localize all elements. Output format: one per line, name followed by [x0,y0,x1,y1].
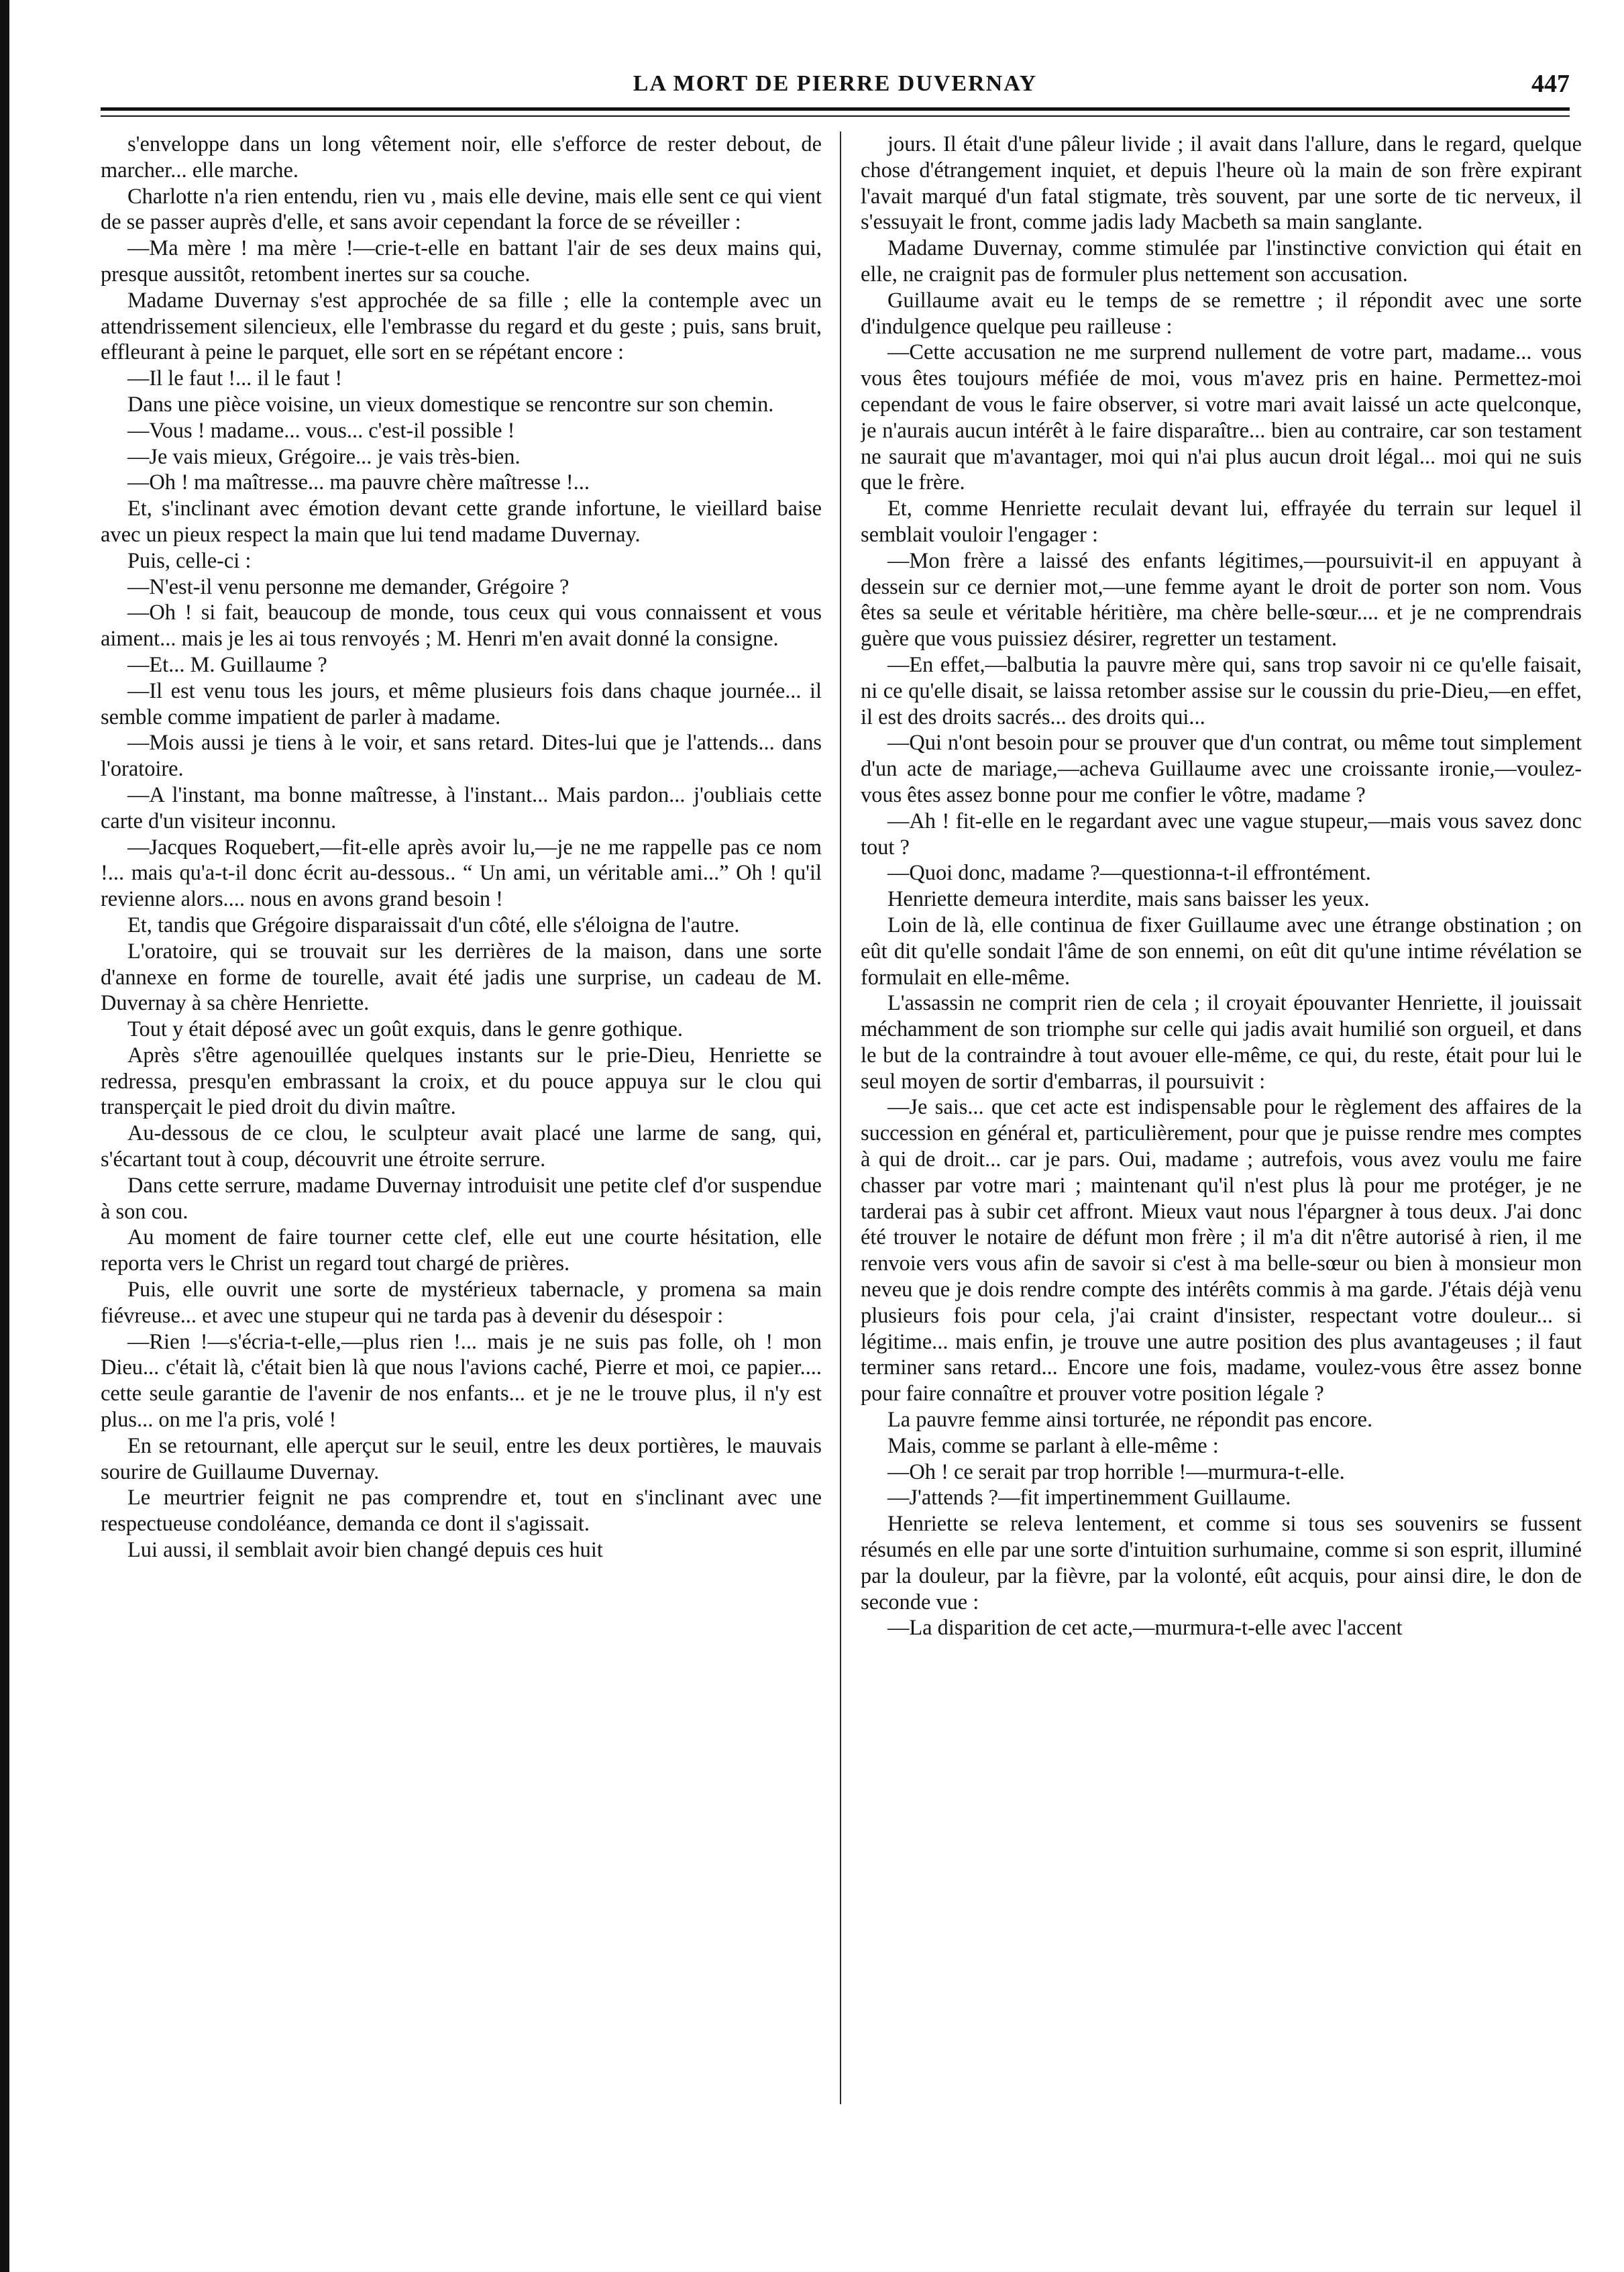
running-title: LA MORT DE PIERRE DUVERNAY [633,71,1038,96]
paragraph: —En effet,—balbutia la pauvre mère qui, sans trop savoir ni ce qu'elle faisait, ni ce qu'elle disait, se laissa retomber assise sur le coussin du prie-Dieu,—en effet, il est des droits sacrés... des droits qui... [861,652,1582,729]
paragraph: —Cette accusation ne me surprend nullement de votre part, madame... vous vous êtes toujours méfiée de moi, vous m'avez pris en haine. Permettez-moi cependant de vous le faire observer, si votre mari avait laissé un acte quelconque, je n'aurais aucun intérêt à le faire disparaître... bien au contraire, car son testament ne saurait que m'avantager, moi qui n'ai plus aucun droit légal... moi qui ne suis que le frère. [861,340,1582,495]
paragraph: —Je sais... que cet acte est indispensable pour le règlement des affaires de la succession en général et, particulièrement, pour que je puisse rendre mes comptes à qui de droit... car je pars. Oui, madame ; autrefois, vous avez voulu me faire chasser par votre mari ; maintenant qu'il n'est plus là pour me protéger, je ne tarderai pas à subir cet affront. Mieux vaut nous l'épargner à tous deux. J'ai donc été trouver le notaire de défunt mon frère ; il m'a dit n'être autorisé à rien, il me renvoie vers vous afin de savoir si c'est à ma belle-sœur ou bien à monsieur mon neveu que je dois rendre compte des intérêts commis à ma garde. J'étais déjà venu plusieurs fois pour cela, j'ai craint d'insister, respectant votre douleur... si légitime... mais enfin, je trouve une autre position des plus avantageuses ; il faut terminer sans retard... Encore une fois, madame, voulez-vous être assez bonne pour faire connaître et prouver votre position légale ? [861,1095,1582,1406]
paragraph: Puis, celle-ci : [127,548,252,573]
paragraph: Et, tandis que Grégoire disparaissait d'un côté, elle s'éloigna de l'autre. [127,913,740,937]
paragraph: Madame Duvernay, comme stimulée par l'instinctive conviction qui était en elle, ne craignit pas de formuler plus nettement son accusation. [861,236,1582,287]
left-column [101,132,822,2145]
paragraph: Tout y était déposé avec un goût exquis, dans le genre gothique. [127,1017,683,1042]
paragraph: Lui aussi, il semblait avoir bien changé depuis ces huit [127,1538,603,1563]
paragraph: Puis, elle ouvrit une sorte de mystérieux tabernacle, y promena sa main fiévreuse... et avec une stupeur qui ne tarda pas à devenir du désespoir : [101,1278,822,1328]
paragraph: —Qui n'ont besoin pour se prouver que d'un contrat, ou même tout simplement d'un acte de mariage,—acheva Guillaume avec une croissante ironie,—voulez-vous êtes assez bonne pour me confier le vôtre, madame ? [861,731,1582,807]
paragraph: Dans cette serrure, madame Duvernay introduisit une petite clef d'or suspendue à son cou. [101,1173,822,1224]
paragraph: —Rien !—s'écria-t-elle,—plus rien !... mais je ne suis pas folle, oh ! mon Dieu... c'était là, c'était bien là que nous l'avions caché, Pierre et moi, ce papier.... cette seule garantie de l'avenir de nos enfants... et je ne le trouve plus, il n'y est plus... on me l'a pris, volé ! [101,1329,822,1433]
paragraph: Dans une pièce voisine, un vieux domestique se rencontre sur son chemin. [127,392,774,417]
paragraph: —A l'instant, ma bonne maîtresse, à l'instant... Mais pardon... j'oubliais cette carte d'un visiteur inconnu. [101,782,822,833]
header-rule-thin [101,115,1570,117]
paragraph: Loin de là, elle continua de fixer Guillaume avec une étrange obstination ; on eût dit qu'elle sondait l'âme de son ennemi, on eût dit qu'une intime révélation se formulait en elle-même. [861,913,1582,990]
paragraph: L'assassin ne comprit rien de cela ; il croyait épouvanter Henriette, il jouissait méchamment de son triomphe sur celle qui jadis avait humilié son orgueil, et dans le but de la contraindre à tout avouer elle-même, ce qui, du reste, était pour lui le seul moyen de sortir d'embarras, il poursuivit : [861,991,1582,1094]
paragraph: Mais, comme se parlant à elle-même : [887,1433,1219,1458]
paragraph: Et, s'inclinant avec émotion devant cette grande infortune, le vieillard baise avec un pieux respect la main que lui tend madame Duvernay. [101,497,822,547]
paragraph: La pauvre femme ainsi torturée, ne répondit pas encore. [887,1408,1373,1433]
paragraph: —N'est-il venu personne me demander, Grégoire ? [127,574,570,599]
paragraph: —Je vais mieux, Grégoire... je vais très-bien. [127,444,521,469]
paragraph: —Vous ! madame... vous... c'est-il possible ! [127,418,515,443]
paragraph: —Il le faut !... il le faut ! [127,366,343,391]
paragraph: Et, comme Henriette reculait devant lui, effrayée du terrain sur lequel il semblait vouloir l'engager : [861,497,1582,547]
paragraph: jours. Il était d'une pâleur livide ; il avait dans l'allure, dans le regard, quelque chose d'étrangement inquiet, et depuis l'heure où la main de son frère expirant l'avait marqué d'un fatal stigmate, très souvent, par une sorte de tic nerveux, il s'essuyait le front, comme jadis lady Macbeth sa main sanglante. [861,132,1582,235]
paragraph: Henriette se releva lentement, et comme si tous ses souvenirs se fussent résumés en elle par une sorte d'intuition surhumaine, comme si son esprit, illuminé par la douleur, par la fièvre, par la volonté, eût acquis, pour ainsi dire, le don de seconde vue : [861,1512,1582,1614]
paragraph: Madame Duvernay s'est approchée de sa fille ; elle la contemple avec un attendrissement silencieux, elle l'embrasse du regard et du geste ; puis, sans bruit, effleurant à peine le parquet, elle sort en se répétant encore : [101,288,822,365]
paragraph: —Et... M. Guillaume ? [127,652,327,677]
paragraph: Au moment de faire tourner cette clef, elle eut une courte hésitation, elle reporta vers le Christ un regard tout chargé de prières. [101,1225,822,1276]
paragraph: —Ma mère ! ma mère !—crie-t-elle en battant l'air de ses deux mains qui, presque aussitôt, retombent inertes sur sa couche. [101,236,822,287]
paragraph: —Ah ! fit-elle en le regardant avec une vague stupeur,—mais vous savez donc tout ? [861,809,1582,860]
paragraph: En se retournant, elle aperçut sur le seuil, entre les deux portières, le mauvais sourire de Guillaume Duvernay. [101,1433,822,1484]
paragraph: Le meurtrier feignit ne pas comprendre et, tout en s'inclinant avec une respectueuse condoléance, demanda ce dont il s'agissait. [101,1486,822,1537]
paragraph: —Quoi donc, madame ?—questionna-t-il effrontément. [887,861,1371,886]
page-header [101,67,1570,107]
paragraph: Après s'être agenouillée quelques instants sur le prie-Dieu, Henriette se redressa, presqu'en embrassant la croix, et du pouce appuya sur le clou qui transperçait le pied droit du divin maître. [101,1043,822,1120]
right-column [861,132,1582,2145]
paragraph: —Oh ! si fait, beaucoup de monde, tous ceux qui vous connaissent et vous aiment... mais je les ai tous renvoyés ; M. Henri m'en avait donné la consigne. [101,601,822,652]
paragraph: Charlotte n'a rien entendu, rien vu , mais elle devine, mais elle sent ce qui vient de se passer auprès d'elle, et sans avoir cependant la force de se réveiller : [101,184,822,235]
column-divider [840,132,841,2104]
paragraph: s'enveloppe dans un long vêtement noir, elle s'efforce de rester debout, de marcher... elle marche. [101,132,822,183]
paragraph: L'oratoire, qui se trouvait sur les derrières de la maison, dans une sorte d'annexe en forme de tourelle, avait été jadis une surprise, un cadeau de M. Duvernay à sa chère Henriette. [101,939,822,1016]
paragraph: Henriette demeura interdite, mais sans baisser les yeux. [887,887,1370,912]
paragraph: Guillaume avait eu le temps de se remettre ; il répondit avec une sorte d'indulgence quelque peu railleuse : [861,288,1582,339]
paragraph: —La disparition de cet acte,—murmura-t-elle avec l'accent [887,1616,1403,1641]
paragraph: —Il est venu tous les jours, et même plusieurs fois dans chaque journée... il semble comme impatient de parler à madame. [101,678,822,729]
binding-edge [0,0,9,2272]
paragraph: —Oh ! ma maîtresse... ma pauvre chère maîtresse !... [127,470,590,495]
page-number: 447 [1531,70,1570,98]
paragraph: —J'attends ?—fit impertinemment Guillaume. [887,1486,1291,1510]
paragraph: —Jacques Roquebert,—fit-elle après avoir lu,—je ne me rappelle pas ce nom !... mais qu'a-t-il donc écrit au-dessous.. “ Un ami, un véritable ami...” Oh ! qu'il revienne alors.... nous en avons grand besoin ! [101,835,822,912]
paragraph: Au-dessous de ce clou, le sculpteur avait placé une larme de sang, qui, s'écartant tout à coup, découvrit une étroite serrure. [101,1121,822,1172]
paragraph: —Mon frère a laissé des enfants légitimes,—poursuivit-il en appuyant à dessein sur ce dernier mot,—une femme ayant le droit de porter son nom. Vous êtes sa seule et véritable héritière, ma chère belle-sœur.... et je ne comprendrais guère que vous puissiez désirer, regretter un testament. [861,548,1582,652]
paragraph: —Mois aussi je tiens à le voir, et sans retard. Dites-lui que je l'attends... dans l'oratoire. [101,731,822,782]
paragraph: —Oh ! ce serait par trop horrible !—murmura-t-elle. [887,1459,1345,1484]
header-rule-thick [101,107,1570,111]
